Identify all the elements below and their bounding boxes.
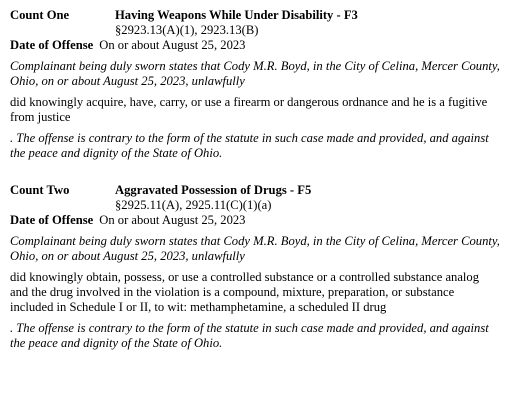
count-two-complaint-intro: Complainant being duly sworn states that Cody M.R. Boyd, in the City of Celina, Mercer County, Ohio, on or about August 25, 2023, unlawfully — [10, 234, 500, 263]
count-one-statute: §2923.13(A)(1), 2923.13(B) — [115, 23, 259, 37]
count-two-description: did knowingly obtain, possess, or use a controlled substance or a controlled substance analog and the drug involved in the violation is a compound, mixture, preparation, or substance included in Schedule I or II, to wit: methamphetamine, a scheduled II drug — [10, 270, 480, 314]
count-two-date-row — [10, 213, 500, 228]
count-two-date-label: Date of Offense — [10, 213, 94, 227]
count-two-statute: §2925.11(A), 2925.11(C)(1)(a) — [115, 198, 272, 212]
count-one-header — [10, 8, 500, 23]
count-one-complaint-intro: Complainant being duly sworn states that Cody M.R. Boyd, in the City of Celina, Mercer County, Ohio, on or about August 25, 2023, unlawfully — [10, 59, 500, 88]
count-two-offense-title: Aggravated Possession of Drugs - F5 — [115, 183, 312, 197]
count-two-closing: . The offense is contrary to the form of the statute in such case made and provided, and against the peace and dignity of the State of Ohio. — [10, 321, 489, 350]
count-one-label: Count One — [10, 8, 70, 22]
count-one-date-row — [10, 38, 500, 53]
count-one-date-label: Date of Offense — [10, 38, 94, 52]
count-one-offense-title: Having Weapons While Under Disability - F3 — [115, 8, 358, 22]
count-one-closing: . The offense is contrary to the form of the statute in such case made and provided, and against the peace and dignity of the State of Ohio. — [10, 131, 489, 160]
count-two-date-value: On or about August 25, 2023 — [99, 213, 246, 227]
count-two-label: Count Two — [10, 183, 70, 197]
count-one-date-value: On or about August 25, 2023 — [99, 38, 246, 52]
count-one-section — [10, 8, 500, 161]
count-two-section — [10, 183, 500, 351]
count-two-header — [10, 183, 500, 198]
count-one-description: did knowingly acquire, have, carry, or use a firearm or dangerous ordnance and he is a fugitive from justice — [10, 95, 488, 124]
